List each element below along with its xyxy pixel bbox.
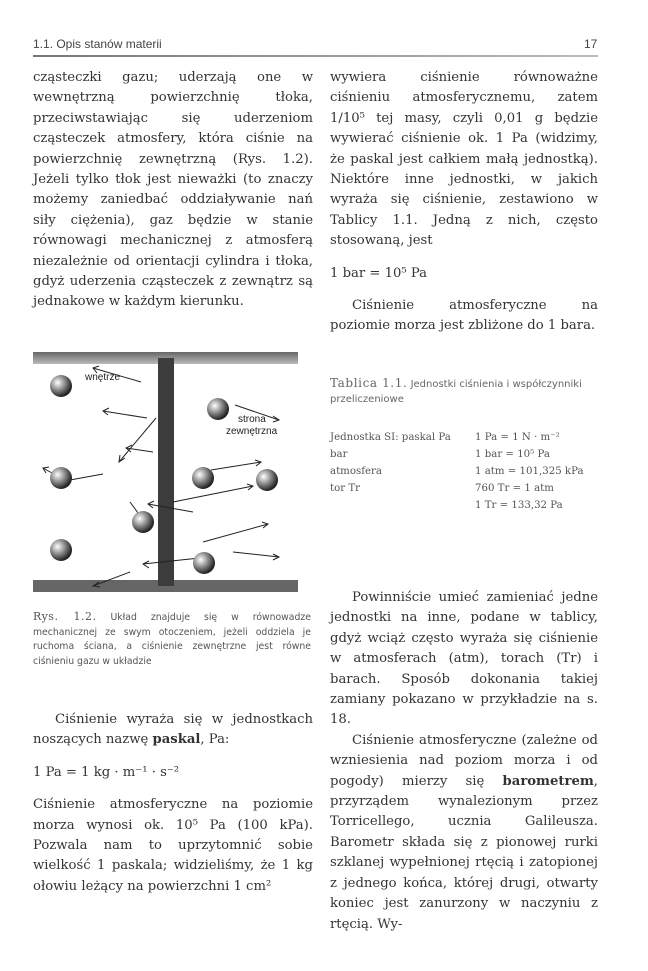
table-row	[330, 466, 584, 483]
molecule	[256, 469, 278, 491]
table-cell: 1 atm = 101,325 kPa	[475, 466, 584, 477]
table-cell: atmosfera	[330, 466, 382, 477]
header-rule	[33, 55, 598, 57]
paragraph-tail: , Pa:	[200, 732, 230, 748]
right-column-top	[330, 68, 598, 337]
figure-caption-label: Rys. 1.2.	[33, 610, 97, 623]
equation-pascal: 1 Pa = 1 kg · m⁻¹ · s⁻²	[33, 764, 180, 780]
pressure-units-table	[330, 432, 598, 517]
paragraph-tail: , przyrządem wynalezionym przez Torricellego, ucznia Galileusza. Barometr składa się z pionowej rurki szklanej wypełnionej rtęcią i zatopionej z jednego końca, której drugi, otwarty koniec jest zanurzony w naczyniu z rtęcią. Wy-	[330, 773, 598, 932]
piston-diagram-svg	[33, 352, 298, 592]
molecule	[193, 552, 215, 574]
table-cell: 1 Tr = 133,32 Pa	[475, 500, 563, 511]
molecule	[50, 375, 72, 397]
units-table	[330, 432, 584, 517]
table-cell: Jednostka SI: paskal Pa	[330, 432, 451, 443]
table-row	[330, 449, 584, 466]
right-column-bottom	[330, 588, 598, 935]
table-row	[330, 432, 584, 449]
table-cell: 1 Pa = 1 N · m⁻²	[475, 432, 560, 443]
paragraph: wywiera ciśnienie równoważne ciśnieniu atmosferycznemu, zatem 1/10⁵ tej masy, czyli 0,01 g będzie wywierać ciśnienie ok. 1 Pa (widzimy, że paskal jest całkiem małą jednostką). Niektóre inne jednostki, w jakich wyraża się ciśnienie, zestawiono w Tablicy 1.1. Jedną z nich, często stosowaną, jest	[330, 70, 598, 249]
left-column-top	[33, 68, 313, 313]
table-caption	[330, 376, 598, 407]
label-inside: wnętrze	[85, 372, 121, 383]
table-cell: bar	[330, 449, 348, 460]
paragraph	[33, 710, 313, 751]
table-cell	[330, 500, 475, 517]
molecule	[50, 539, 72, 561]
table-cell: 760 Tr = 1 atm	[475, 483, 554, 494]
paragraph-lead: Ciśnienie atmosferyczne (zależne od wzniesienia nad poziom morza i od pogody) mierzy się	[330, 732, 598, 789]
term-barometr: barometrem	[502, 773, 594, 789]
figure-caption	[33, 610, 311, 669]
paragraph: Ciśnienie atmosferyczne na poziomie morza wynosi ok. 10⁵ Pa (100 kPa). Pozwala nam to uprzytomnić sobie wielkość 1 paskala; widzieliśmy, że 1 kg ołowiu leżący na powierzchni 1 cm²	[33, 797, 313, 894]
page-number: 17	[584, 37, 598, 51]
molecule	[207, 398, 229, 420]
paragraph: Ciśnienie atmosferyczne na poziomie morza jest zbliżone do 1 bara.	[330, 298, 598, 334]
label-outside-2: zewnętrzna	[226, 426, 278, 437]
table-row	[330, 500, 584, 517]
table-cell: tor Tr	[330, 483, 361, 494]
label-outside-1: strona	[238, 414, 266, 425]
equation-bar: 1 bar = 10⁵ Pa	[330, 265, 428, 281]
figure-caption-text: Układ znajduje się w równowadze mechanicznej ze swym otoczeniem, jeżeli oddziela je ruchoma ściana, a ciśnienie zewnętrzne jest równe ciśnieniu gazu w układzie	[33, 612, 311, 667]
molecule	[192, 467, 214, 489]
figure-piston-diagram	[33, 352, 298, 592]
table-caption-text: Jednostki ciśnienia i współczynniki przeliczeniowe	[330, 379, 582, 405]
piston-wall	[158, 358, 174, 586]
table-cell: 1 bar = 10⁵ Pa	[475, 449, 550, 460]
paragraph: cząsteczki gazu; uderzają one w wewnętrzną powierzchnię tłoka, przeciwstawiając się uderzeniom cząsteczek atmosfery, która ciśnie na powierzchnię zewnętrzną (Rys. 1.2). Jeżeli tylko tłok jest nieważki (to znaczy możemy zaniedbać oddziaływanie nań siły ciężenia), gaz będzie w stanie równowagi mechanicznej z atmosferą niezależnie od orientacji cylindra i tłoka, gdyż uderzenia cząsteczek z zewnątrz są jednakowe w każdym kierunku.	[33, 70, 313, 310]
left-column-bottom	[33, 710, 313, 897]
term-paskal: paskal	[152, 732, 201, 748]
running-header-title: 1.1. Opis stanów materii	[33, 37, 162, 51]
table-caption-label: Tablica 1.1.	[330, 376, 408, 390]
molecule	[50, 467, 72, 489]
paragraph	[330, 731, 598, 935]
paragraph: Powinniście umieć zamieniać jedne jednostki na inne, podane w tablicy, gdyż wciąż często wyraża się ciśnienie w atmosferach (atm), torach (Tr) i barach. Sposób dokonania takiej zamiany pokazano w przykładzie na s. 18.	[330, 590, 598, 728]
table-row	[330, 483, 584, 500]
paragraph-lead: Ciśnienie wyraża się w jednostkach noszących nazwę	[33, 712, 313, 748]
molecule	[132, 511, 154, 533]
